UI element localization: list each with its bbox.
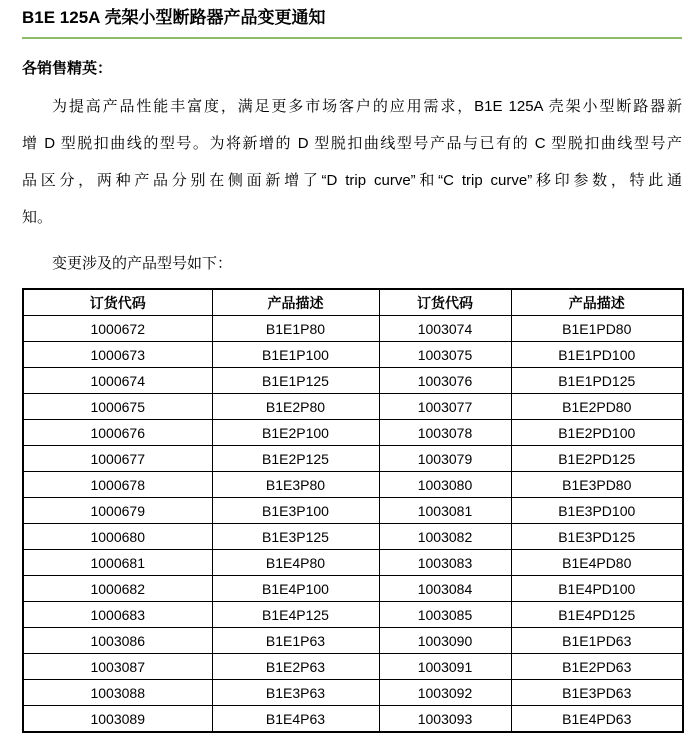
table-cell: B1E1P100 (212, 342, 379, 368)
body-paragraph (22, 88, 682, 236)
column-header-order-code-left: 订货代码 (23, 289, 212, 316)
paragraph-line: 知。 (22, 209, 53, 226)
table-cell: 1000682 (23, 576, 212, 602)
table-cell: B1E1PD80 (511, 316, 683, 342)
table-cell: B1E4PD125 (511, 602, 683, 628)
table-cell: 1003079 (379, 446, 511, 472)
table-cell: 1000676 (23, 420, 212, 446)
paragraph-line: 为提高产品性能丰富度，满足更多市场客户的应用需求，B1E 125A 壳架小型断路器新 (52, 98, 682, 115)
table-cell: 1000675 (23, 394, 212, 420)
table-row (23, 628, 683, 654)
table-row (23, 654, 683, 680)
table-cell: B1E1P63 (212, 628, 379, 654)
table-cell: 1000673 (23, 342, 212, 368)
document-title: B1E 125A 壳架小型断路器产品变更通知 (22, 8, 326, 27)
table-cell: B1E4P80 (212, 550, 379, 576)
table-row (23, 706, 683, 733)
table-cell: B1E2PD80 (511, 394, 683, 420)
table-cell: 1000683 (23, 602, 212, 628)
table-cell: 1003076 (379, 368, 511, 394)
table-cell: 1003080 (379, 472, 511, 498)
table-row (23, 472, 683, 498)
table-cell: B1E1P80 (212, 316, 379, 342)
table-cell: 1000677 (23, 446, 212, 472)
table-cell: B1E3P63 (212, 680, 379, 706)
table-cell: B1E1PD125 (511, 368, 683, 394)
table-intro: 变更涉及的产品型号如下： (52, 255, 233, 272)
table-row (23, 316, 683, 342)
table-cell: 1003091 (379, 654, 511, 680)
table-cell: B1E4PD63 (511, 706, 683, 733)
column-header-product-desc-left: 产品描述 (212, 289, 379, 316)
table-cell: B1E1P125 (212, 368, 379, 394)
table-cell: B1E3PD125 (511, 524, 683, 550)
table-body (23, 316, 683, 733)
table-row (23, 576, 683, 602)
column-header-product-desc-right: 产品描述 (511, 289, 683, 316)
table-row (23, 680, 683, 706)
table-cell: B1E1PD100 (511, 342, 683, 368)
table-cell: 1003083 (379, 550, 511, 576)
table-cell: 1003084 (379, 576, 511, 602)
table-cell: 1003092 (379, 680, 511, 706)
table-cell: 1003086 (23, 628, 212, 654)
table-cell: B1E4P125 (212, 602, 379, 628)
table-cell: 1003093 (379, 706, 511, 733)
table-cell: 1003081 (379, 498, 511, 524)
table-cell: 1000672 (23, 316, 212, 342)
table-cell: B1E4PD100 (511, 576, 683, 602)
table-cell: 1003075 (379, 342, 511, 368)
table-cell: B1E2PD63 (511, 654, 683, 680)
table-cell: B1E3P100 (212, 498, 379, 524)
table-cell: B1E4P63 (212, 706, 379, 733)
table-cell: 1003089 (23, 706, 212, 733)
salutation: 各销售精英： (22, 60, 113, 77)
table-row (23, 524, 683, 550)
table-cell: B1E4PD80 (511, 550, 683, 576)
table-cell: 1003090 (379, 628, 511, 654)
table-cell: B1E2P125 (212, 446, 379, 472)
table-cell: B1E2P100 (212, 420, 379, 446)
table-row (23, 368, 683, 394)
table-cell: 1000678 (23, 472, 212, 498)
table-row (23, 498, 683, 524)
paragraph-line: 增 D 型脱扣曲线的型号。为将新增的 D 型脱扣曲线型号产品与已有的 C 型脱扣曲线型号产 (22, 135, 682, 152)
table-cell: B1E1PD63 (511, 628, 683, 654)
table-row (23, 394, 683, 420)
table-cell: B1E2P63 (212, 654, 379, 680)
table-row (23, 550, 683, 576)
column-header-order-code-right: 订货代码 (379, 289, 511, 316)
table-cell: B1E3P80 (212, 472, 379, 498)
table-cell: 1000674 (23, 368, 212, 394)
paragraph-line: 品区分，两种产品分别在侧面新增了“D trip curve”和“C trip curve”移印参数，特此通 (22, 172, 682, 189)
table-row (23, 420, 683, 446)
table-row (23, 602, 683, 628)
table-cell: 1000680 (23, 524, 212, 550)
table-cell: 1000681 (23, 550, 212, 576)
table-cell: 1003074 (379, 316, 511, 342)
table-cell: 1003078 (379, 420, 511, 446)
table-cell: 1003077 (379, 394, 511, 420)
title-accent-rule (22, 37, 682, 39)
table-cell: B1E3PD100 (511, 498, 683, 524)
table-cell: B1E3P125 (212, 524, 379, 550)
product-table (22, 288, 684, 733)
table-cell: 1003088 (23, 680, 212, 706)
table-cell: B1E3PD63 (511, 680, 683, 706)
table-header-row (23, 289, 683, 316)
table-cell: B1E4P100 (212, 576, 379, 602)
table-cell: 1000679 (23, 498, 212, 524)
table-cell: 1003082 (379, 524, 511, 550)
table-row (23, 446, 683, 472)
table-cell: B1E2PD125 (511, 446, 683, 472)
table-cell: 1003085 (379, 602, 511, 628)
table-cell: B1E3PD80 (511, 472, 683, 498)
table-row (23, 342, 683, 368)
table-cell: B1E2P80 (212, 394, 379, 420)
table-cell: B1E2PD100 (511, 420, 683, 446)
table-cell: 1003087 (23, 654, 212, 680)
